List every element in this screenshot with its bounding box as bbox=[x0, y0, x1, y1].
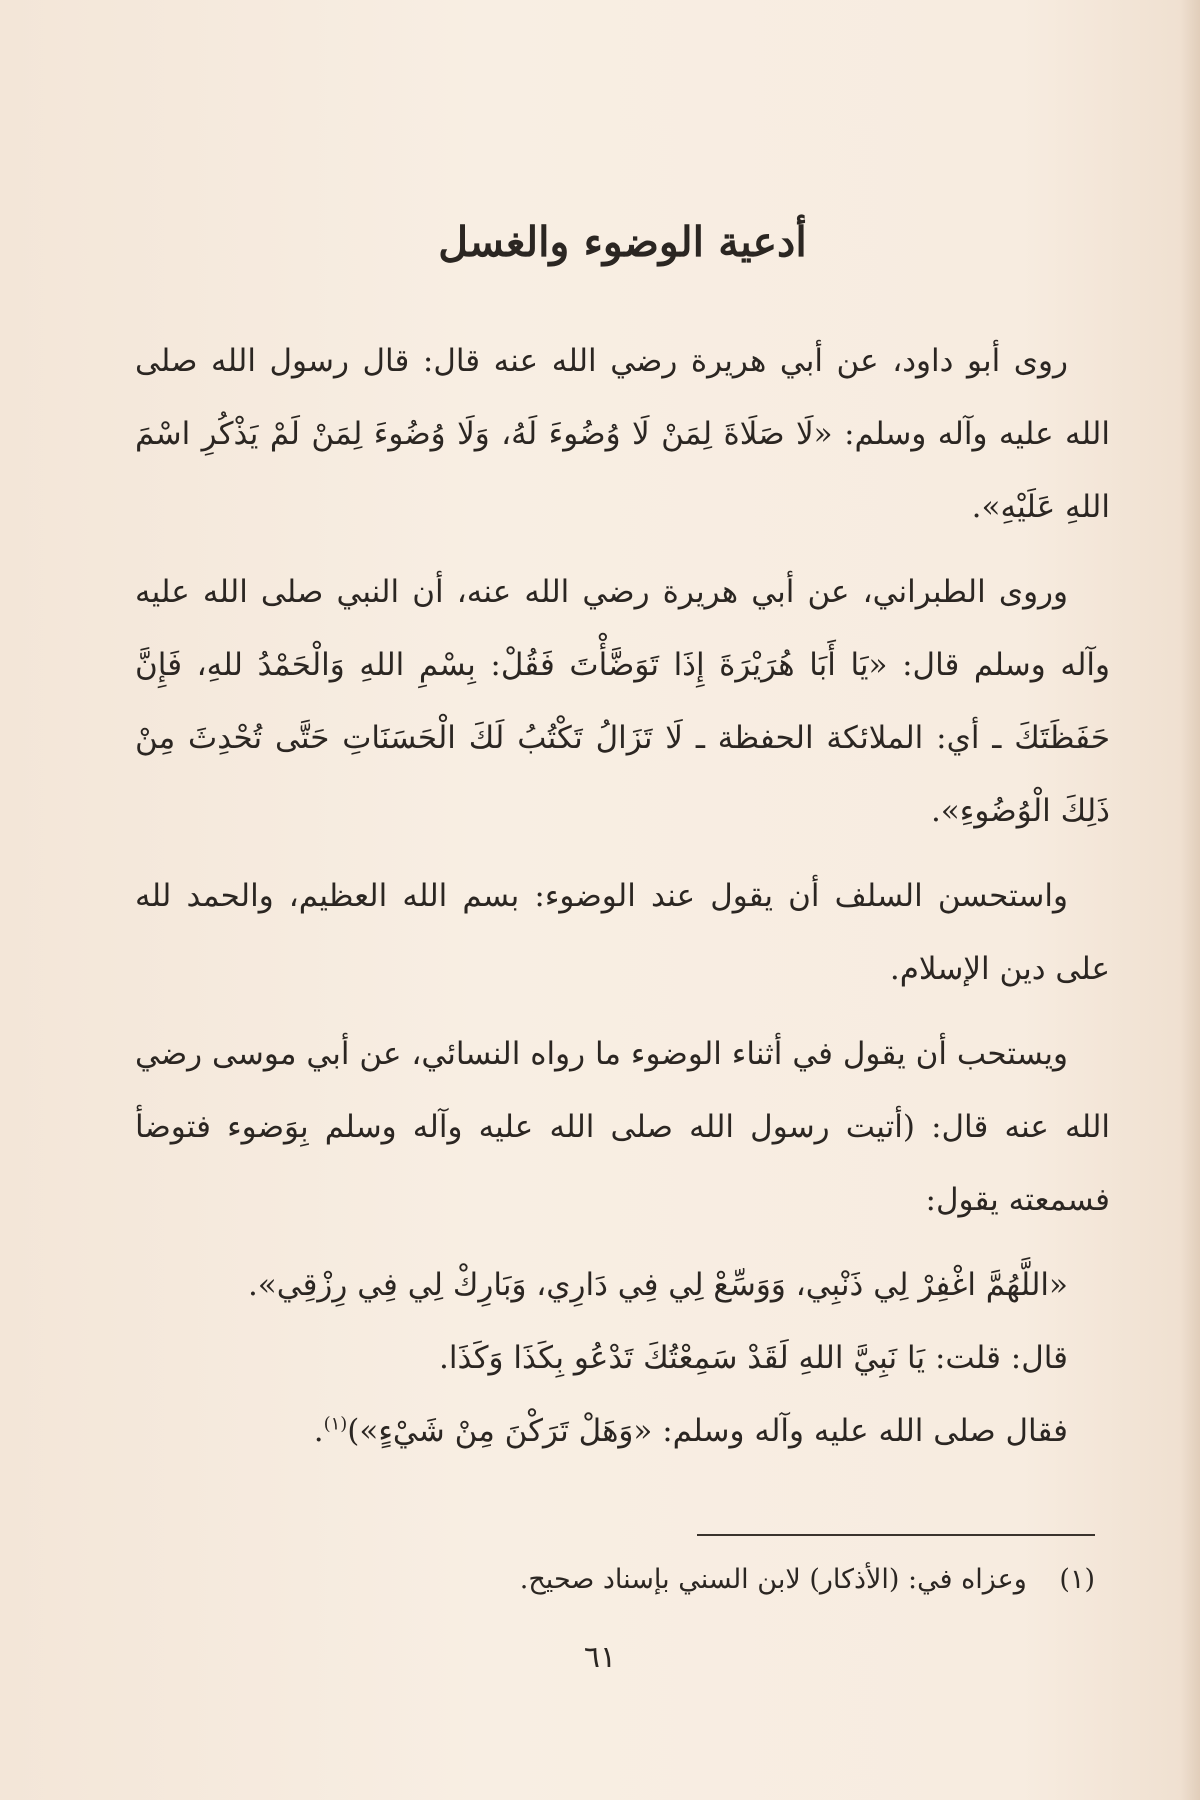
footnote-divider bbox=[697, 1534, 1095, 1536]
footnote-number: (١) bbox=[1059, 1564, 1095, 1595]
dua-line-text: فقال صلى الله عليه وآله وسلم: «وَهَلْ تَرَكْنَ مِنْ شَيْءٍ») bbox=[347, 1413, 1068, 1450]
footnote bbox=[120, 1555, 1095, 1605]
dua-line: «اللَّهُمَّ اغْفِرْ لِي ذَنْبِي، وَوَسِّعْ لِي فِي دَارِي، وَبَارِكْ لِي فِي رِزْقِي». bbox=[247, 1267, 1068, 1304]
paragraph-salaf: واستحسن السلف أن يقول عند الوضوء: بسم الله العظيم، والحمد لله على دين الإسلام. bbox=[135, 878, 1110, 988]
page-number: ٦١ bbox=[583, 1640, 617, 1675]
dua-line-with-footnote bbox=[135, 1395, 1110, 1468]
paragraph-tabarani: وروى الطبراني، عن أبي هريرة رضي الله عنه، أن النبي صلى الله عليه وآله وسلم قال: «يَا أَبَا هُرَيْرَةَ إِذَا تَوَضَّأْتَ فَقُلْ: بِسْمِ اللهِ وَالْحَمْدُ للهِ، فَإِنَّ حَفَظَتَكَ ـ أي: الملائكة الحفظة ـ لَا تَزَالُ تَكْتُبُ لَكَ الْحَسَنَاتِ حَتَّى تُحْدِثَ مِنْ ذَلِكَ الْوُضُوءِ». bbox=[135, 574, 1110, 830]
paragraph-nasai: ويستحب أن يقول في أثناء الوضوء ما رواه النسائي، عن أبي موسى رضي الله عنه قال: (أتيت رسول الله صلى الله عليه وآله وسلم بِوَضوء فتوضأ فسمعته يقول: bbox=[135, 1036, 1110, 1219]
page-edge-shadow bbox=[1180, 0, 1200, 1800]
dua-line: قال: قلت: يَا نَبِيَّ اللهِ لَقَدْ سَمِعْتُكَ تَدْعُو بِكَذَا وَكَذَا. bbox=[439, 1340, 1068, 1377]
footnote-marker[interactable]: (١) bbox=[323, 1413, 348, 1435]
full-stop: . bbox=[313, 1413, 324, 1450]
page-body bbox=[135, 218, 1110, 1468]
footnote-text: وعزاه في: (الأذكار) لابن السني بإسناد صحيح. bbox=[519, 1564, 1027, 1595]
paragraph-abu-dawud: روى أبو داود، عن أبي هريرة رضي الله عنه قال: قال رسول الله صلى الله عليه وآله وسلم: «لَا صَلَاةَ لِمَنْ لَا وُضُوءَ لَهُ، وَلَا وُضُوءَ لِمَنْ لَمْ يَذْكُرِ اسْمَ اللهِ عَلَيْهِ». bbox=[135, 343, 1110, 526]
chapter-title: أدعية الوضوء والغسل bbox=[438, 218, 807, 266]
